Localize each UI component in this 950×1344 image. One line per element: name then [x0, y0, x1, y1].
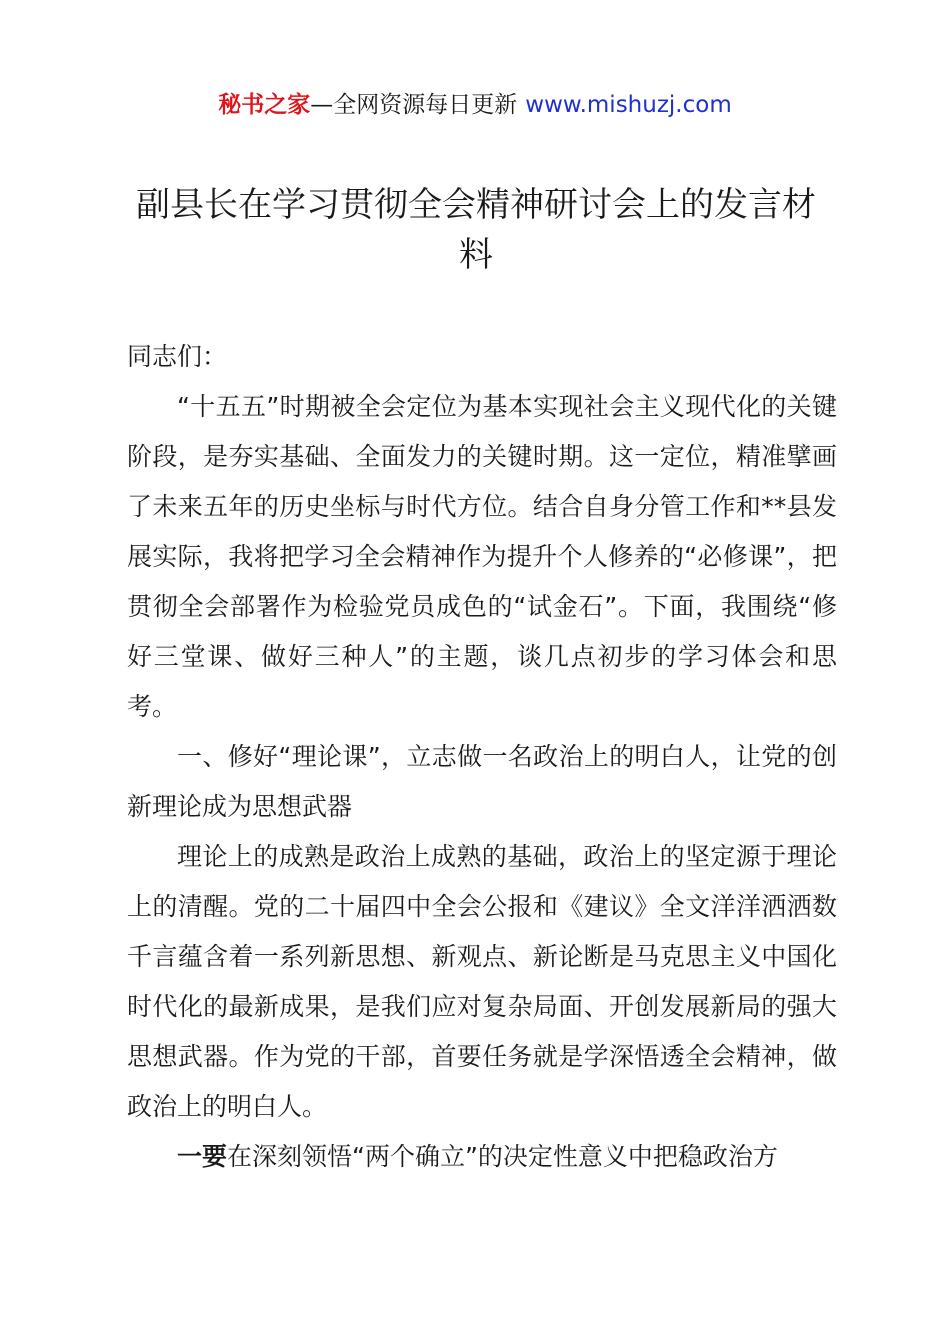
salutation: 同志们： — [127, 342, 228, 371]
brand-name: 秘书之家 — [218, 92, 311, 118]
intro-paragraph: “十五五”时期被全会定位为基本实现社会主义现代化的关键阶段，是夯实基础、全面发力的关键时期。这一定位，精准擘画了未来五年的历史坐标与时代方位。结合自身分管工作和**县发展实际，我将把学习全会精神作为提升个人修养的“必修课”，把贯彻全会部署作为检验党员成色的“试金石”。下面，我围绕“修好三堂课、做好三种人”的主题，谈几点初步的学习体会和思考。 — [127, 392, 837, 721]
document-title: 副县长在学习贯彻全会精神研讨会上的发言材料 — [136, 185, 816, 275]
point-text: 在深刻领悟“两个确立”的决定性意义中把稳政治方 — [227, 1142, 778, 1171]
document-body — [127, 332, 837, 1182]
section-heading: 一、修好“理论课”，立志做一名政治上的明白人，让党的创新理论成为思想武器 — [127, 742, 837, 821]
point-lead: 一要 — [177, 1142, 228, 1171]
point-paragraph — [127, 1132, 837, 1182]
section-paragraph: 理论上的成熟是政治上成熟的基础，政治上的坚定源于理论上的清醒。党的二十届四中全会公报和《建议》全文洋洋洒洒数千言蕴含着一系列新思想、新观点、新论断是马克思主义中国化时代化的最新成果，是我们应对复杂局面、开创发展新局的强大思想武器。作为党的干部，首要任务就是学深悟透全会精神，做政治上的明白人。 — [127, 842, 837, 1121]
site-url-link[interactable]: www.mishuzj.com — [525, 92, 732, 118]
site-header — [0, 88, 950, 122]
header-slogan: —全网资源每日更新 — [310, 92, 518, 118]
